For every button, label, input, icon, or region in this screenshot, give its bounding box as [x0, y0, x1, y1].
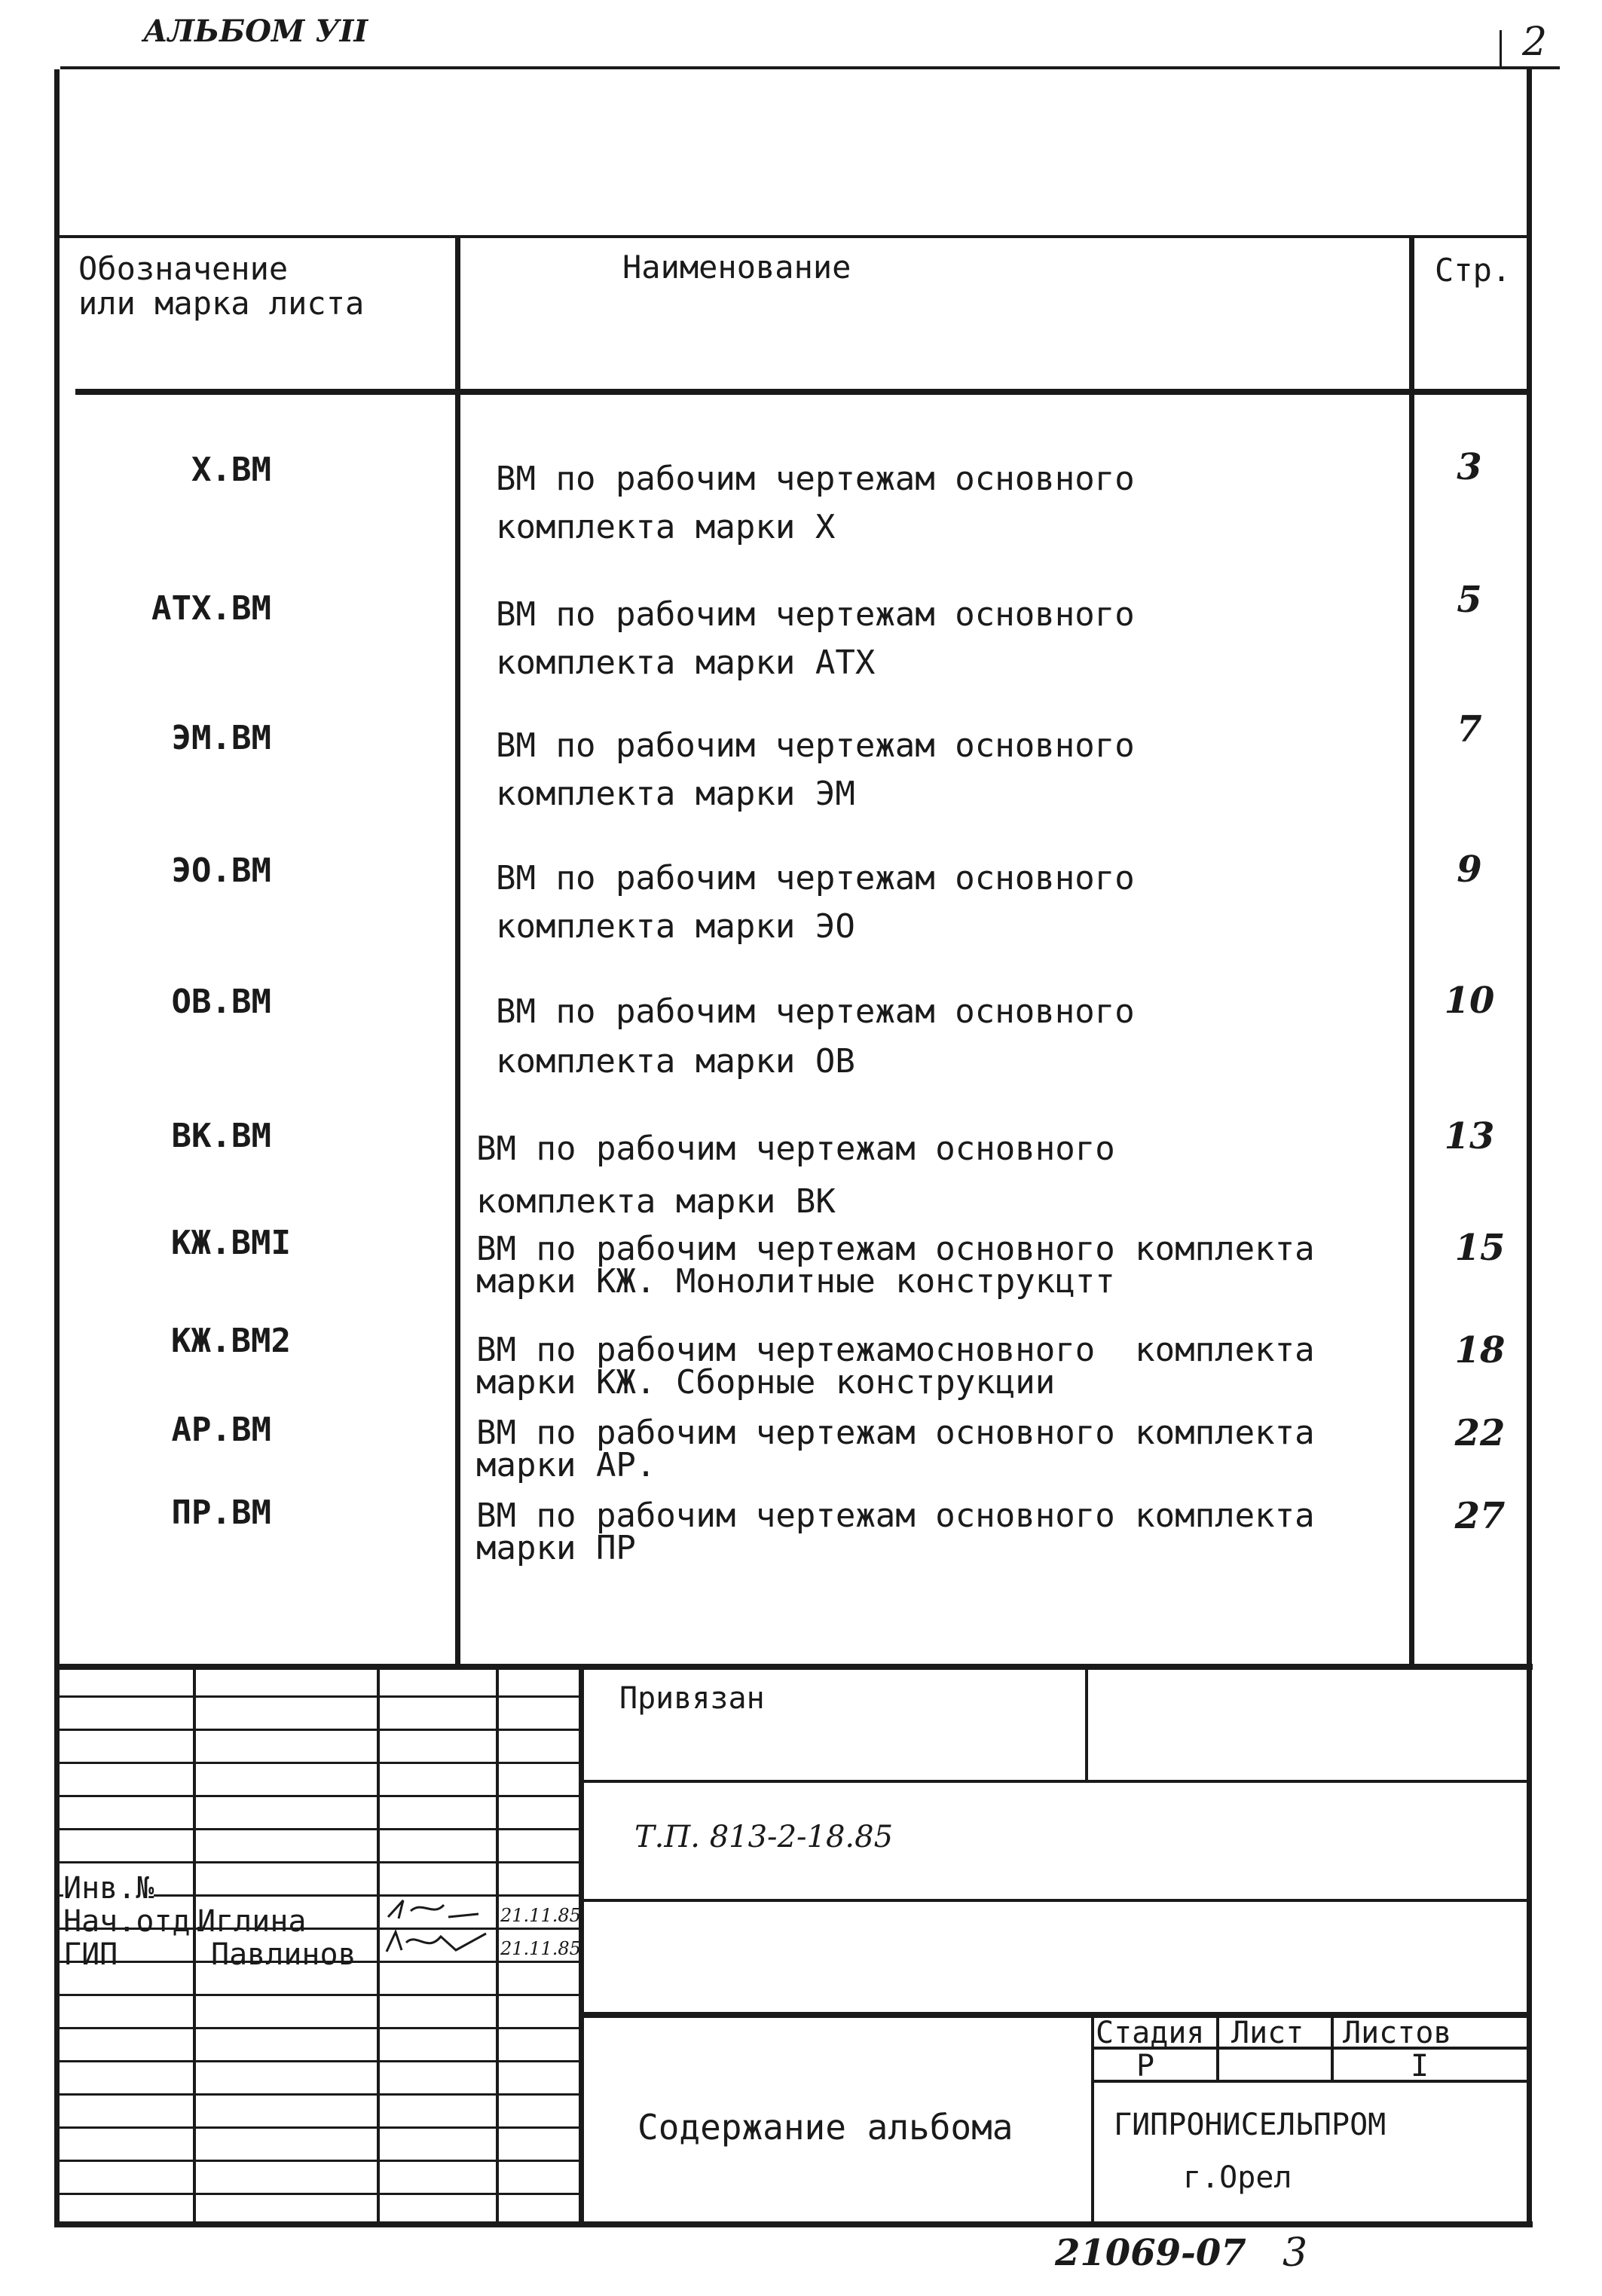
staff-name: Иглина	[197, 1904, 307, 1939]
row-name: ВМ по рабочим чертежам основного комплекта марки АТХ	[496, 595, 1135, 682]
row-mark: КЖ.ВМ2	[171, 1322, 291, 1360]
frame-bottom	[54, 2221, 1533, 2227]
row-page: 9	[1457, 848, 1482, 891]
row-page: 18	[1454, 1329, 1506, 1371]
signature	[381, 1928, 494, 1958]
staff-role: ГИП	[63, 1937, 118, 1972]
staff-date: 21.11.85	[500, 1905, 581, 1926]
stamp-col	[496, 1665, 499, 2223]
row-mark: Х.ВМ	[191, 451, 271, 489]
row-page: 27	[1454, 1495, 1506, 1537]
row-mark: АТХ.ВМ	[151, 589, 271, 628]
stage-label: Стадия	[1096, 2016, 1205, 2050]
row-name: ВМ по рабочим чертежам основного комплекта марки ЭМ	[496, 726, 1135, 813]
table-top-rule	[54, 235, 1530, 238]
row-mark: ЭО.ВМ	[171, 851, 271, 890]
stamp-grid-row	[54, 1795, 582, 1797]
row-page: 22	[1454, 1412, 1506, 1454]
album-label: АЛЬБОМ УII	[143, 14, 368, 49]
table-header-rule	[75, 389, 1530, 395]
row-mark: ОВ.ВМ	[171, 983, 271, 1021]
row-page: 3	[1457, 446, 1482, 488]
stamp-grid-row	[54, 2093, 582, 2096]
stamp-grid-row	[54, 1861, 582, 1863]
organization-city: г.Орел	[1183, 2160, 1292, 2195]
column-header-name: Наименование	[622, 249, 851, 286]
row-name: ВМ по рабочим чертежам основного комплекта марки АР.	[476, 1414, 1315, 1485]
row-name: ВМ по рабочим чертежам основного комплекта марки ПР	[476, 1497, 1315, 1568]
stamp-grid-row	[54, 2027, 582, 2029]
row-mark: АР.ВМ	[171, 1411, 271, 1449]
row-name: ВМ по рабочим чертежам основного комплекта марки ОВ	[496, 992, 1135, 1081]
stamp-grid-row	[54, 2160, 582, 2162]
stamp-grid-row	[54, 1994, 582, 1996]
top-rule	[60, 66, 1560, 69]
signature	[381, 1894, 494, 1925]
stage-value: Р	[1136, 2049, 1155, 2084]
stamp-col	[377, 1665, 380, 2223]
stamp-grid-row	[54, 2060, 582, 2062]
row-mark: КЖ.ВМI	[171, 1224, 291, 1262]
stamp-grid-row	[54, 1729, 582, 1731]
stamp-divider	[1085, 1665, 1088, 1781]
staff-role: Нач.отд.	[63, 1904, 209, 1939]
stamp-grid-row	[54, 1762, 582, 1764]
row-mark: ПР.ВМ	[171, 1493, 271, 1532]
sheet-number: 2	[1522, 20, 1548, 65]
sheets-label: Листов	[1343, 2016, 1452, 2050]
document-title: Содержание альбома	[637, 2107, 1013, 2148]
row-mark: ЭМ.ВМ	[171, 719, 271, 757]
top-tick	[1500, 30, 1502, 68]
row-name: ВМ по рабочим чертежамосновного комплекта марки КЖ. Сборные конструкции	[476, 1331, 1315, 1402]
stamp-rule	[582, 1899, 1530, 1902]
staff-name: Павлинов	[211, 1937, 356, 1972]
table-divider-1	[455, 235, 460, 1667]
stamp-grid-row	[54, 1828, 582, 1830]
row-name: ВМ по рабочим чертежам основного комплекта марки ВК	[476, 1130, 1115, 1221]
stamp-grid-row	[54, 2126, 582, 2129]
inventory-label: Инв.№	[63, 1871, 154, 1906]
row-page: 10	[1444, 980, 1495, 1022]
stamp-top-rule	[54, 1664, 1533, 1670]
row-page: 15	[1454, 1227, 1506, 1269]
row-name: ВМ по рабочим чертежам основного комплекта марки Х	[496, 460, 1135, 546]
row-page: 7	[1457, 708, 1482, 751]
stamp-divider	[1091, 2013, 1094, 2223]
row-mark: ВК.ВМ	[171, 1117, 271, 1155]
column-header-designation: Обозначение или марка листа	[78, 250, 365, 323]
stamp-grid-row	[54, 2193, 582, 2195]
sheets-value: I	[1411, 2049, 1429, 2084]
row-page: 13	[1444, 1115, 1495, 1157]
sheet-label: Лист	[1231, 2016, 1304, 2050]
stamp-rule	[1091, 2080, 1530, 2083]
stamp-col	[193, 1665, 196, 2223]
column-header-page: Стр.	[1435, 252, 1512, 289]
row-page: 5	[1457, 579, 1482, 621]
project-code: Т.П. 813-2-18.85	[634, 1820, 894, 1854]
stamp-rule	[582, 1780, 1530, 1783]
row-name: ВМ по рабочим чертежам основного комплекта марки КЖ. Монолитные конструкцтт	[476, 1230, 1315, 1301]
row-name: ВМ по рабочим чертежам основного комплекта марки ЭО	[496, 859, 1135, 946]
staff-date: 21.11.85	[500, 1938, 581, 1959]
stamp-grid-row	[54, 1695, 582, 1698]
linked-label: Привязан	[619, 1681, 765, 1716]
archive-number: 21069-07	[1055, 2232, 1246, 2274]
footer-page-number: 3	[1283, 2230, 1308, 2276]
table-divider-2	[1409, 235, 1414, 1667]
organization-name: ГИПРОНИСЕЛЬПРОМ	[1114, 2108, 1386, 2142]
